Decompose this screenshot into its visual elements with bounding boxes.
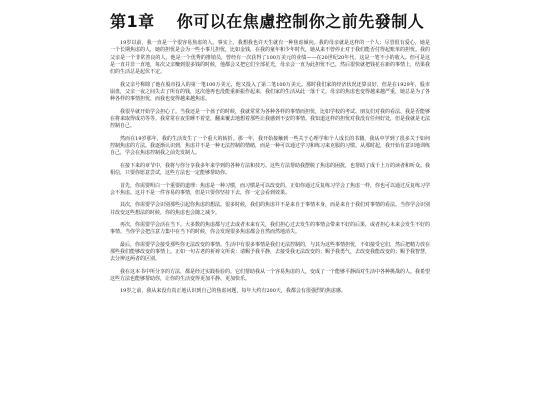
body-paragraph: 我很早就开始学会担心了。当我还是一个孩子的时候，我就常常为各种各样的事情而担忧，比如学校的考试、朋友们对我的看法、我是否能够在将来取得成功等等。我常常在夜里睡不着觉，翻来覆去地想着那些让我感到不安的事情。我知道这样的担忧对我没有任何好处，但是我就是无法控制自己。 (110, 108, 430, 130)
body-paragraph: 然而在19岁那年，我的生活发生了一个重大的转折。那一年，我开始接触到一些关于心理学和个人成长的书籍，我从中学到了很多关于如何控制焦虑的方法。我逐渐认识到，焦虑并不是一种无法控制的情绪，而是一种可以通过学习和练习来克服的习惯。从那时起，我开始有意识地训练自己，学会在焦虑控制我之前先发制人。 (110, 135, 430, 157)
body-paragraph: 我在这本书中所分享的方法，都是经过实践检验的。它们帮助我从一个容易焦虑的人，变成了一个能够平静面对生活中各种挑战的人。我希望这些方法也能够帮助你，让你的生活变得更加平静、更加快乐。 (110, 268, 430, 282)
chapter-title: 你可以在焦慮控制你之前先發制人 (176, 12, 425, 31)
body-paragraph: 在接下来的章节中，我将与你分享我多年来学到的各种方法和技巧。这些方法帮助我摆脱了焦虑的困扰，也帮助了成千上万的读者和听众。我相信，只要你愿意尝试，这些方法也一定能够帮助你。 (110, 162, 430, 177)
body-paragraph: 19岁以前，我一直是一个很容易焦虑的人。事实上，我想我也许天生就有一种焦虑倾向。我的母亲就是这样的一个人：尽管很有爱心，她是一个长期焦虑的人，她的担忧是会为一些小事儿担忧，比如金钱，在我的童年和少年时代，她从来不曾停止对于我们能否付得起账单的担忧。我的父亲是一个非常善良的人，他是一个优秀的推销员，曾经有一次获得了100万美元的业绩——在20世纪20年代，这是一笔不小的收入。但可是这是一直并非一直地，每次父亲赚到很多钱的时候，他都会又把它们全部花光，母亲会一直为此担忧不已，然后很快就把钱花在新的事情上，结果我们的生活总是起伏不定。 (110, 40, 430, 76)
body-paragraph: 19岁之前，我从来没有真正地认识到自己的焦虑问题，每年大约有200天，我都会有很强烈的焦虑感。 (120, 288, 346, 295)
body-paragraph: 最后，你需要学会接受那些你无法改变的事情。生活中有很多事情是我们无法控制的，与其为这些事情担忧，不如接受它们，然后把精力放在那些我们能够改变的事情上。正如一句古老的祈祷文所说：请赐予我平静，去接受我无法改变的；赐予我勇气，去改变我能改变的；赐予我智慧，去分辨这两者的区别。 (110, 241, 430, 263)
chapter-heading (110, 12, 430, 32)
document-page (110, 12, 430, 405)
chapter-number: 第1章 (110, 12, 155, 31)
body-paragraph: 其次，你需要学会识别那些引起你焦虑的想法。很多时候，我们的焦虑并不是来自于事情本身，而是来自于我们对事情的看法。当你学会识别并改变这些想法的时候，你的焦虑也会随之减少。 (110, 202, 430, 216)
body-paragraph: 首先，你需要明白一个重要的道理：焦虑是一种习惯，而习惯是可以改变的。正如你通过反复练习学会了焦虑一样，你也可以通过反复练习学会不焦虑。这并不是一件容易的事情，但是只要你坚持下去，你一定会看到效果。 (110, 182, 430, 196)
body-paragraph: 再次，你需要学会活在当下。大多数的焦虑都与过去或者未来有关，我们担心过去发生的事情会带来不好的后果，或者担心未来会发生不好的事情。当你学会把注意力集中在当下的时候，你会发现很多焦虑都会自然而然地消失。 (110, 221, 430, 236)
body-paragraph: 我父亲号称除了他在股市投入的第一笔100万美元，他又投入了第二笔100万美元。那时我们家的经济状况还算良好，但是在1929年，股市崩盘，父亲一夜之间失去了所有的钱，这次他再也没能重新振作起来，我们家的生活从此一落千丈。母亲的焦虑也变得越来越严重，她总是为了各种各样的事情担忧，而我也变得越来越焦虑。 (110, 81, 430, 103)
